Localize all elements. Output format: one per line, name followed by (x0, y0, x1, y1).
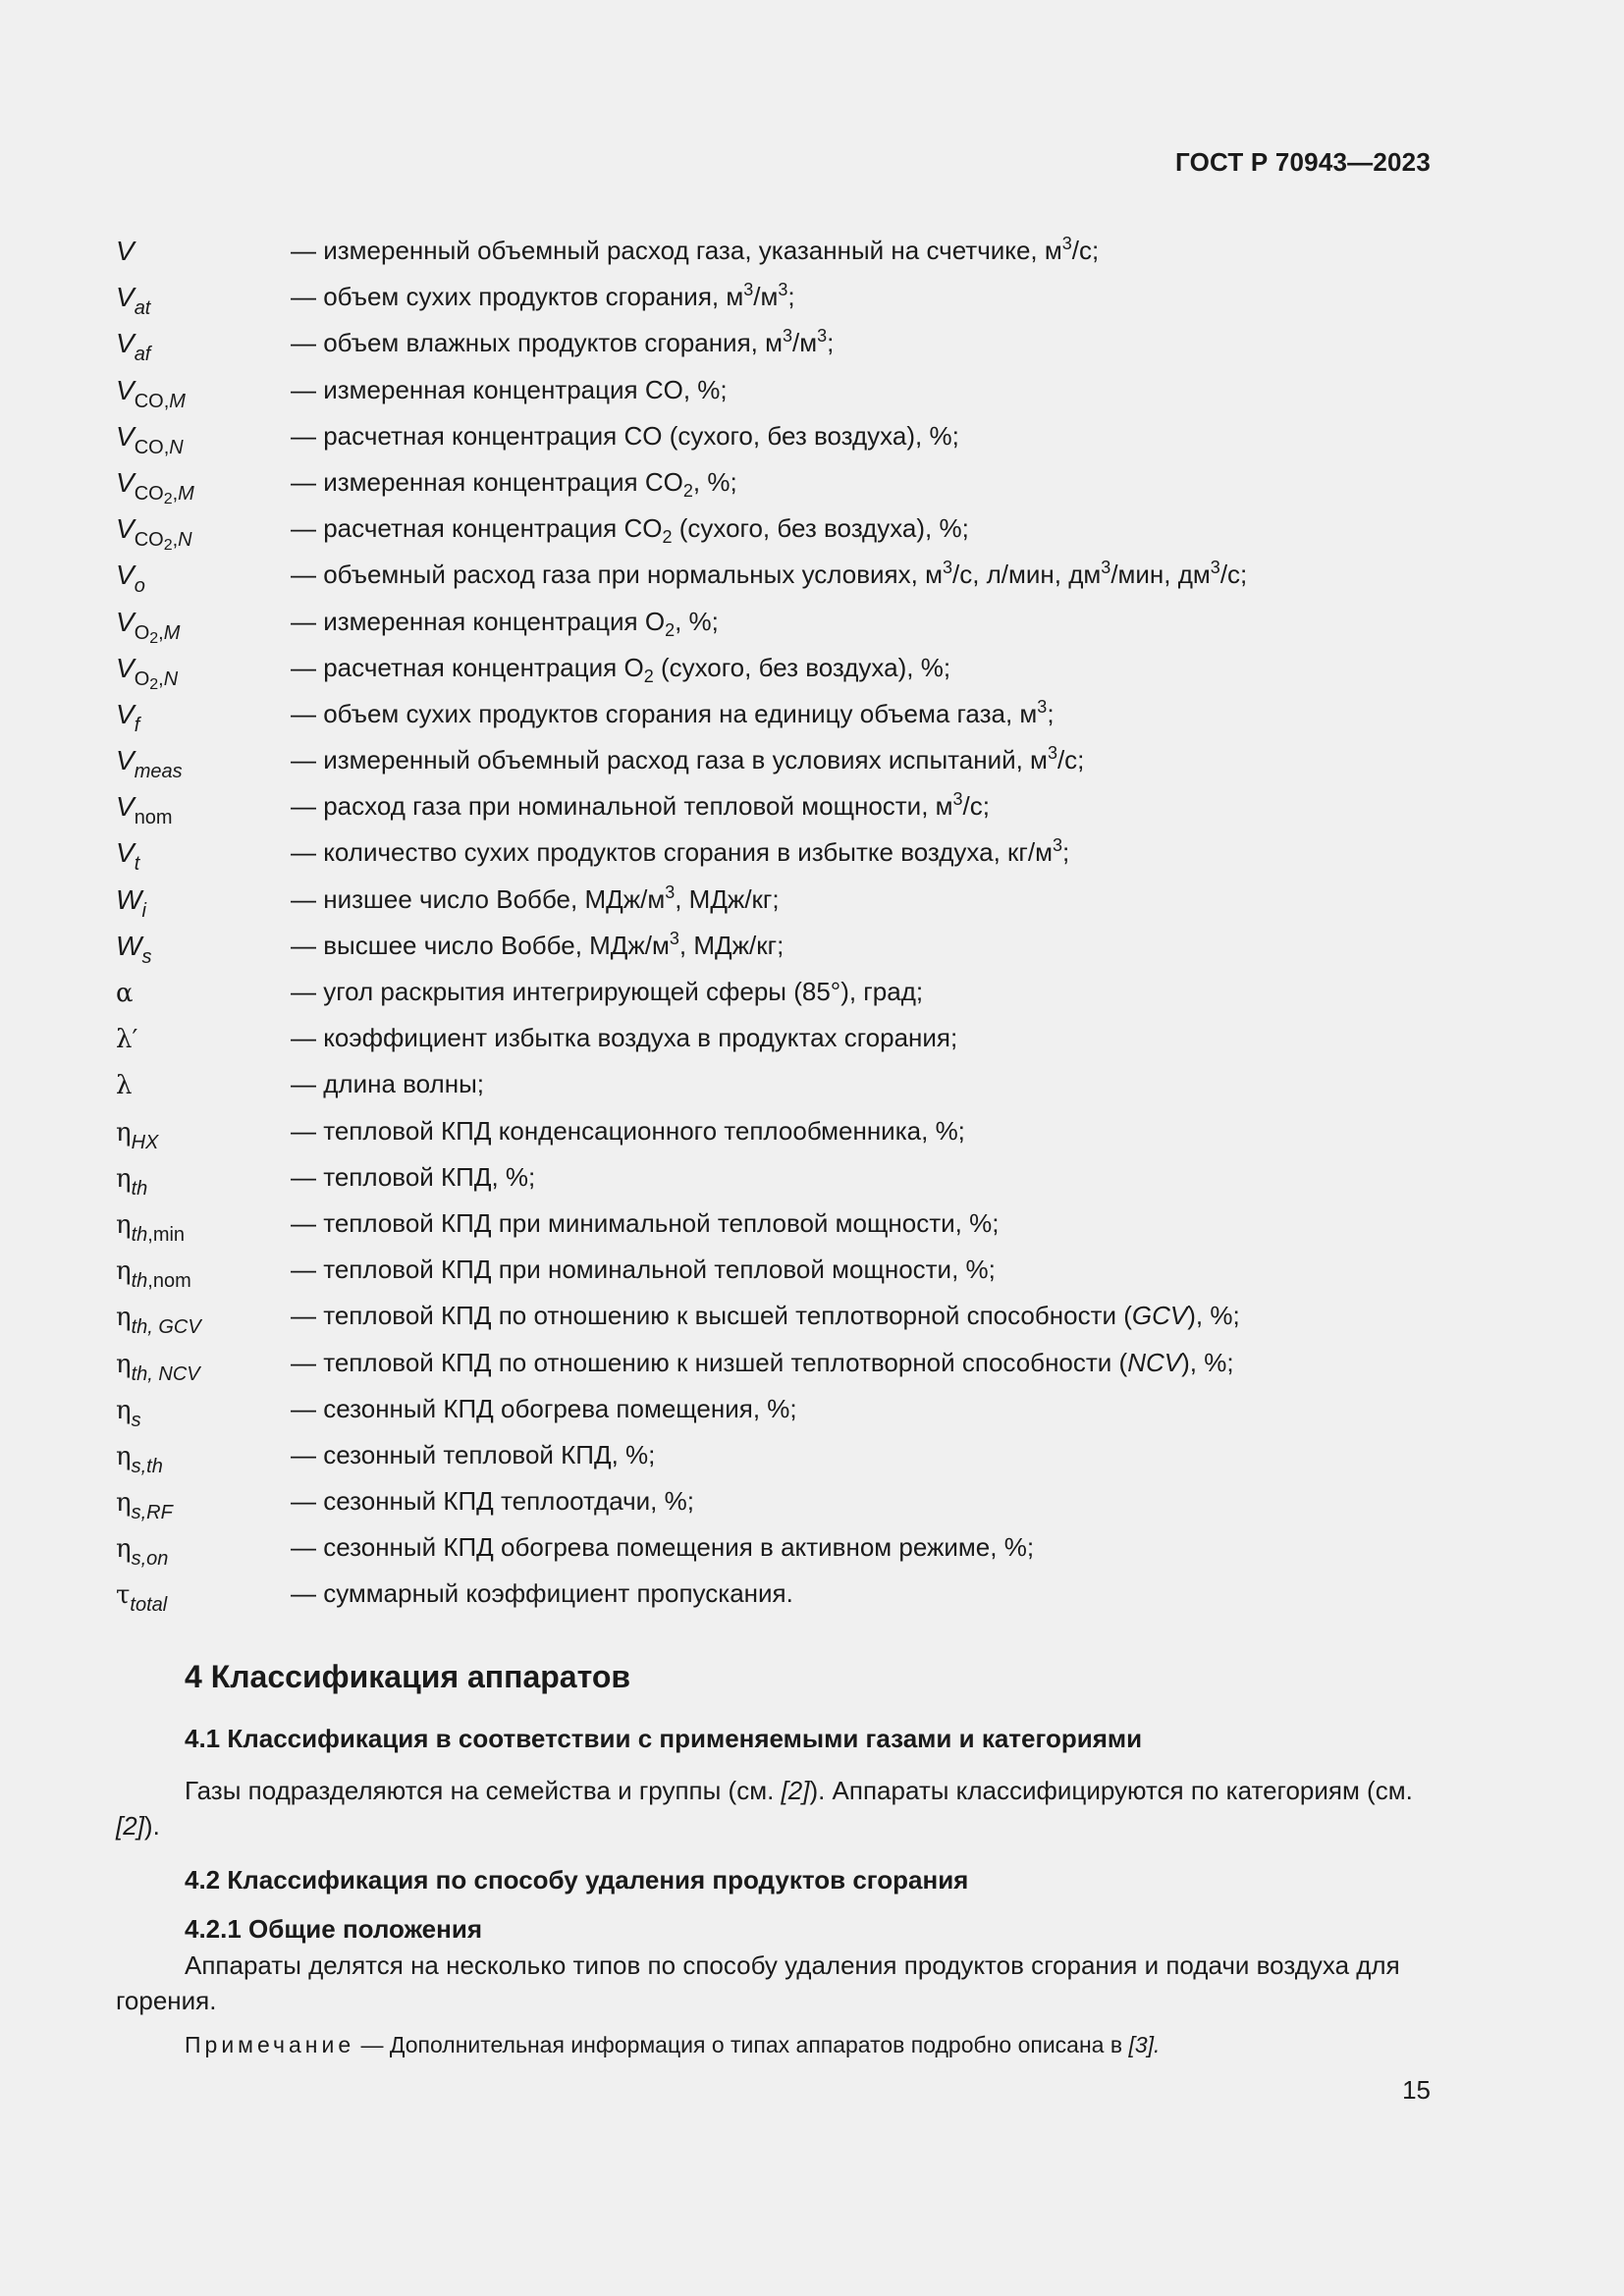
symbol-description: — коэффициент избытка воздуха в продуктах сгорания; (291, 1023, 958, 1053)
symbol-row (116, 691, 1432, 737)
symbol-row (116, 599, 1432, 645)
symbol-description: — длина волны; (291, 1069, 484, 1099)
symbol-row (116, 274, 1432, 320)
symbol-row (116, 829, 1432, 876)
symbol: $V_{O_2,N}$ (116, 652, 179, 693)
symbol: $V_{CO,M}$ (116, 374, 186, 412)
symbol-description: — тепловой КПД при номинальной тепловой мощности, %; (291, 1255, 996, 1285)
symbol-description: — сезонный КПД обогрева помещения, %; (291, 1393, 797, 1423)
symbol-row (116, 969, 1432, 1015)
symbol: $W_i$ (116, 883, 146, 922)
symbol-description: — суммарный коэффициент пропускания. (291, 1578, 793, 1609)
symbol-row (116, 1247, 1432, 1293)
symbol: $\eta_s$ (116, 1395, 141, 1431)
symbol: $V_{at}$ (116, 282, 151, 320)
symbol-row (116, 552, 1432, 598)
symbol-row (116, 1293, 1432, 1339)
symbol-row (116, 459, 1432, 506)
symbol-row (116, 1061, 1432, 1107)
symbol-row (116, 1432, 1432, 1478)
symbol: $V_{af}$ (116, 328, 151, 366)
symbol: $\eta_{th}$ (116, 1163, 148, 1200)
symbol-description: — измеренная концентрация $CO_2$, %; (291, 466, 737, 501)
symbols-list (116, 228, 1432, 1618)
symbol: $V_f$ (116, 698, 140, 736)
note-label: Примечание (185, 2032, 355, 2057)
symbol-row (116, 413, 1432, 459)
symbol: α (116, 979, 134, 1008)
symbol-description: — количество сухих продуктов сгорания в избытке воздуха, $кг/м^3$; (291, 835, 1070, 868)
symbol: $W_s$ (116, 930, 152, 968)
note: Примечание — Дополнительная информация о типах аппаратов подробно описана в [3]. (185, 2032, 1161, 2057)
symbol-description: — сезонный КПД теплоотдачи, %; (291, 1486, 694, 1517)
symbol-description: — измеренный объемный расход газа в условиях испытаний, $м^3/с$; (291, 743, 1085, 775)
symbol-row (116, 645, 1432, 691)
symbol-description: — сезонный КПД обогрева помещения в активном режиме, %; (291, 1532, 1035, 1563)
symbol-description: — тепловой КПД конденсационного теплообменника, %; (291, 1115, 965, 1146)
symbol-row (116, 877, 1432, 923)
symbol: $\eta_{s,on}$ (116, 1534, 169, 1571)
page-number: 15 (1402, 2075, 1431, 2105)
symbol-description: — тепловой КПД по отношению к низшей теплотворной способности (NCV), %; (291, 1347, 1234, 1377)
symbol-row (116, 1340, 1432, 1386)
symbol-description: — тепловой КПД по отношению к высшей теплотворной способности (GCV), %; (291, 1301, 1240, 1331)
symbol-row (116, 1154, 1432, 1201)
symbol-description: — угол раскрытия интегрирующей сферы (85°), град; (291, 977, 924, 1006)
reference-link[interactable]: [2] (781, 1776, 810, 1805)
symbol: $V_{meas}$ (116, 745, 183, 783)
symbol-description: — расчетная концентрация $CO_2$ (сухого, без воздуха), %; (291, 513, 969, 548)
section-4-heading: 4 Классификация аппаратов (185, 1659, 631, 1694)
symbol: $\eta_{th, NCV}$ (116, 1349, 200, 1385)
symbol: $\eta_{th,nom}$ (116, 1256, 191, 1293)
section-4-2-1-heading: 4.2.1 Общие положения (185, 1914, 482, 1944)
symbol: $V_{nom}$ (116, 791, 173, 829)
reference-link[interactable]: [2] (116, 1811, 144, 1841)
symbol-row (116, 1478, 1432, 1524)
symbol: $V_o$ (116, 560, 145, 598)
symbol-description: — измеренная концентрация CO, %; (291, 374, 728, 404)
symbol-description: — объем влажных продуктов сгорания, $м^3/м^3$; (291, 326, 835, 358)
symbol: $V_{O_2,M}$ (116, 606, 181, 647)
symbol-row (116, 1201, 1432, 1247)
section-4-2-heading: 4.2 Классификация по способу удаления продуктов сгорания (185, 1865, 969, 1895)
symbol-description: — тепловой КПД, %; (291, 1161, 536, 1192)
symbol: $V_{CO_2,N}$ (116, 513, 192, 555)
symbol-row (116, 1571, 1432, 1617)
symbol: λ′ (116, 1025, 138, 1055)
reference-link[interactable]: [3]. (1128, 2032, 1161, 2057)
symbol-row (116, 737, 1432, 783)
symbol-description: — объемный расход газа при нормальных условиях, $м^3/с$, л/мин, $дм^3$/мин, $дм^3/с$; (291, 558, 1248, 590)
symbol-description: — расчетная концентрация $O_2$ (сухого, без воздуха), %; (291, 652, 951, 686)
symbol-description: — расход газа при номинальной тепловой мощности, $м^3/с$; (291, 789, 990, 822)
document-code-header: ГОСТ Р 70943—2023 (1175, 147, 1431, 177)
symbol: $\eta_{s,th}$ (116, 1441, 163, 1477)
symbol-description: — тепловой КПД при минимальной тепловой мощности, %; (291, 1207, 1000, 1238)
symbol: V (116, 236, 135, 266)
symbol-row (116, 367, 1432, 413)
symbol-row (116, 1108, 1432, 1154)
symbol-row (116, 228, 1432, 274)
symbol: $\tau_{total}$ (116, 1580, 168, 1617)
symbol-description: — измеренный объемный расход газа, указанный на счетчике, $м^3/с$; (291, 234, 1100, 265)
symbol-description: — высшее число Воббе, МДж/$м^3$, МДж/кг; (291, 928, 785, 960)
symbol: $V_{CO,N}$ (116, 420, 184, 458)
symbol-row (116, 320, 1432, 366)
symbol: $\eta_{th, GCV}$ (116, 1303, 201, 1339)
symbol-description: — измеренная концентрация $O_2$, %; (291, 606, 719, 640)
symbol: $\eta_{th,min}$ (116, 1209, 186, 1246)
symbol: $\eta_{HX}$ (116, 1117, 159, 1153)
section-4-1-paragraph: Газы подразделяются на семейства и группы (см. [2]). Аппараты классифицируются по категориям (см. [2]). (116, 1776, 1413, 1841)
symbol: $V_{CO_2,M}$ (116, 466, 194, 507)
symbol: λ (116, 1071, 133, 1101)
symbol-description: — сезонный тепловой КПД, %; (291, 1439, 656, 1469)
symbol-row (116, 1524, 1432, 1571)
symbol: $V_t$ (116, 837, 140, 876)
symbol-description: — низшее число Воббе, МДж/$м^3$, МДж/кг; (291, 881, 780, 914)
section-4-2-1-paragraph: Аппараты делятся на несколько типов по способу удаления продуктов сгорания и подачи воздуха для горения. (116, 1950, 1400, 2015)
symbol-description: — расчетная концентрация CO (сухого, без воздуха), %; (291, 420, 959, 451)
symbol-description: — объем сухих продуктов сгорания, $м^3/м^3$; (291, 280, 795, 312)
symbol-description: — объем сухих продуктов сгорания на единицу объема газа, $м^3$; (291, 696, 1055, 728)
symbol-row (116, 923, 1432, 969)
symbol-row (116, 1015, 1432, 1061)
symbol-row (116, 506, 1432, 555)
symbol-row (116, 783, 1432, 829)
symbol-row (116, 1386, 1432, 1432)
section-4-1-heading: 4.1 Классификация в соответствии с применяемыми газами и категориями (185, 1724, 1143, 1753)
symbol: $\eta_{s,RF}$ (116, 1488, 173, 1524)
